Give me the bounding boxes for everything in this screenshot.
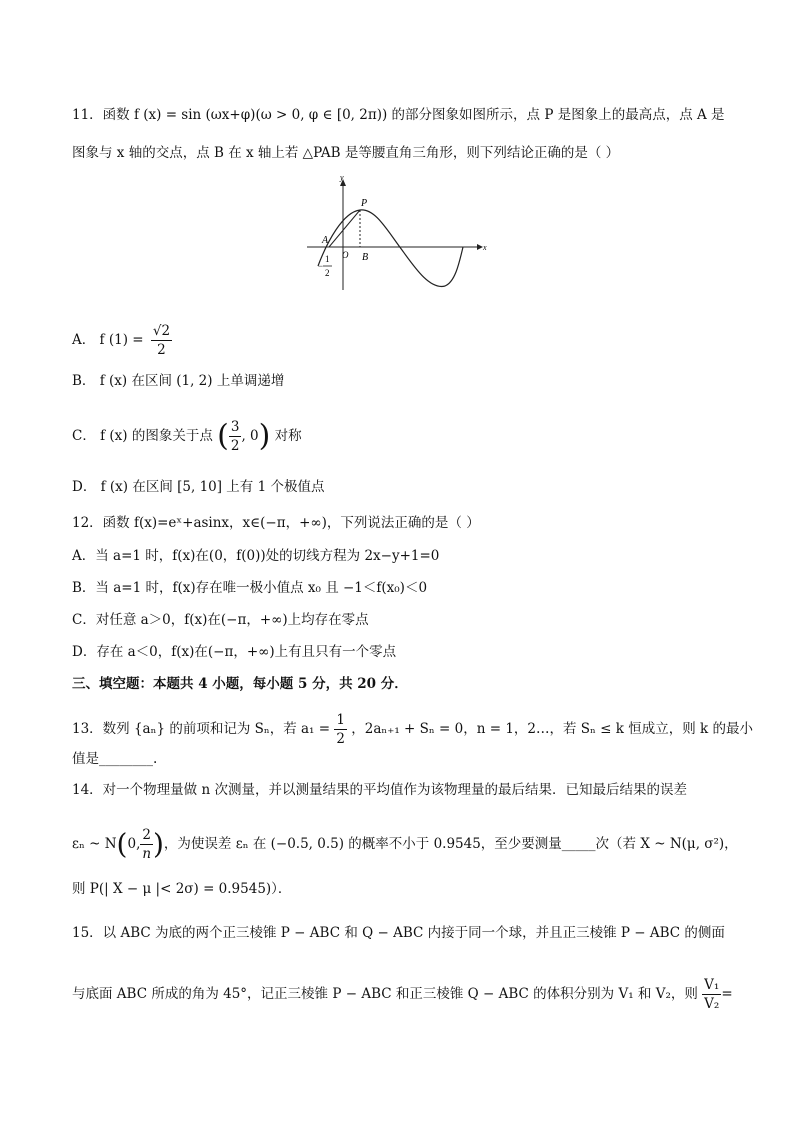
point-A-label: A — [322, 235, 329, 246]
q13-line2: 值是________. — [72, 751, 158, 767]
q14-left-paren: ( — [116, 827, 128, 861]
q15-equals: = — [721, 986, 733, 1002]
q14-numerator: 2 — [142, 827, 151, 843]
q12-option-c: C．对任意 a＞0，f(x)在(−π，+∞)上均存在零点 — [72, 612, 369, 628]
q12-option-d: D．存在 a＜0，f(x)在(−π，+∞)上有且只有一个零点 — [72, 644, 397, 660]
q11-stem-line1: 11．函数 f (x) = sin (ωx+φ)(ω > 0, φ ∈ [0, 2π)) 的部分图象如图所示，点 P 是图象上的最高点，点 A 是 — [72, 107, 725, 123]
q14-denominator: n — [142, 846, 152, 862]
option-c-prefix: C． f (x) 的图象关于点 — [72, 428, 213, 444]
origin-label: O — [342, 250, 349, 260]
q15-line1: 15．以 ABC 为底的两个正三棱锥 P − ABC 和 Q − ABC 内接于同一个球，并且正三棱锥 P − ABC 的侧面 — [72, 925, 725, 941]
point-P-label: P — [361, 198, 368, 209]
q14-fraction — [140, 826, 153, 863]
point-B-label: B — [362, 252, 369, 263]
option-a-numerator: √2 — [152, 323, 171, 339]
q13-line1 — [72, 711, 753, 748]
q12-option-a: A．当 a=1 时，f(x)在(0，f(0))处的切线方程为 2x−y+1=0 — [72, 548, 440, 564]
q14-right-paren: ) — [152, 827, 164, 861]
q13-part2: ，2aₙ₊₁ + Sₙ = 0，n = 1，2…，若 Sₙ ≤ k 恒成立，则 k 的最小 — [351, 721, 754, 737]
tick-numerator: 1 — [325, 254, 330, 264]
q12-option-b: B．当 a=1 时，f(x)存在唯一极小值点 x₀ 且 −1＜f(x₀)＜0 — [72, 580, 428, 596]
q15-ratio-fraction — [702, 976, 721, 1013]
tick-minus-sign: − — [318, 261, 324, 271]
q11-option-c — [72, 418, 302, 455]
y-axis-label: y — [340, 173, 344, 182]
q13-fraction — [334, 711, 347, 748]
q11-option-a — [72, 322, 172, 359]
sine-curve — [318, 210, 463, 287]
option-a-denominator: 2 — [157, 342, 166, 358]
q14-line2-rest: ，为使误差 εₙ 在 (−0.5, 0.5) 的概率不小于 0.9545，至少要测量_____次（若 X ~ N(μ, σ²)， — [163, 836, 738, 852]
q15-line2 — [72, 976, 733, 1013]
q13-numerator: 1 — [336, 712, 345, 728]
q14-dist: εₙ ~ N — [72, 836, 117, 852]
q14-zero: 0, — [127, 836, 141, 852]
tick-denominator: 2 — [325, 268, 330, 278]
option-a-prefix: A． — [72, 332, 96, 348]
section-heading: 三、填空题：本题共 4 小题，每小题 5 分，共 20 分． — [72, 676, 408, 692]
q13-denominator: 2 — [336, 731, 345, 747]
option-a-expr: f (1) = — [99, 332, 144, 348]
left-paren: ( — [217, 418, 229, 454]
x-axis-label: x — [483, 243, 487, 252]
q11-option-d: D． f (x) 在区间 [5, 10] 上有 1 个极值点 — [72, 479, 325, 495]
q11-sine-graph — [305, 172, 495, 294]
q11-stem-line2: 图象与 x 轴的交点，点 B 在 x 轴上若 △PAB 是等腰直角三角形，则下列结论正确的是（ ） — [72, 145, 620, 161]
q12-stem: 12．函数 f(x)=eˣ+asinx，x∈(−π，+∞)，下列说法正确的是（ ） — [72, 515, 480, 531]
q14-line1: 14．对一个物理量做 n 次测量，并以测量结果的平均值作为该物理量的最后结果．已知最后结果的误差 — [72, 782, 687, 798]
q15-ratio-denominator: V₂ — [704, 996, 720, 1012]
right-paren: ) — [258, 418, 271, 454]
option-c-denominator: 2 — [230, 438, 240, 454]
q15-ratio-numerator: V₁ — [704, 977, 720, 993]
q14-line3: 则 P(| X − μ |< 2σ) = 0.9545)）． — [72, 881, 292, 897]
option-c-fraction — [229, 418, 242, 455]
q14-line2 — [72, 826, 738, 863]
q13-part1: 13．数列 {aₙ} 的前项和记为 Sₙ，若 a₁ = — [72, 721, 331, 737]
option-a-fraction — [151, 322, 172, 359]
option-c-numerator: 3 — [230, 419, 240, 435]
q11-option-b: B． f (x) 在区间 (1, 2) 上单调递增 — [72, 373, 285, 389]
option-c-suffix: 对称 — [274, 428, 302, 444]
option-c-tail: , 0 — [241, 428, 259, 444]
ap-segment — [329, 210, 360, 247]
q15-line2-text: 与底面 ABC 所成的角为 45°，记正三棱锥 P − ABC 和正三棱锥 Q − ABC 的体积分别为 V₁ 和 V₂，则 — [72, 986, 698, 1002]
